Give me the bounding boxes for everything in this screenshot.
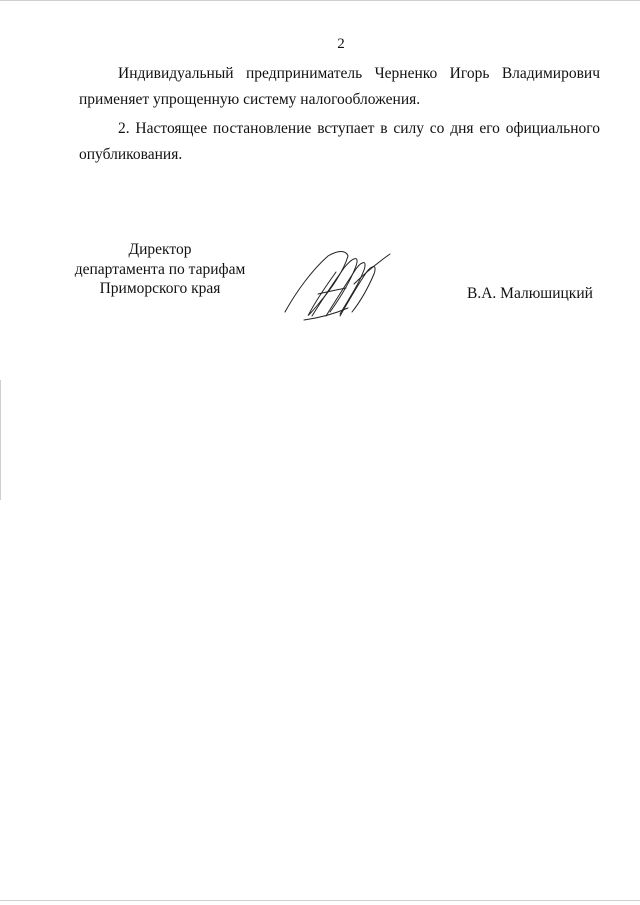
- signer-title-line-1: Директор: [128, 241, 192, 258]
- paragraph-2-line-1: 2. Настоящее постановление вступает в силу со дня его официального: [118, 120, 600, 137]
- paragraph-effective-date: [79, 116, 600, 168]
- signer-title: [60, 240, 260, 299]
- paragraph-2-line-2: опубликования.: [79, 146, 183, 163]
- paragraph-entrepreneur: [79, 61, 600, 113]
- signature-icon: [282, 244, 394, 324]
- scan-edge-bottom: [0, 900, 640, 901]
- page-number: 2: [337, 36, 345, 52]
- paragraph-1-line-2: применяет упрощенную систему налогообложения.: [79, 91, 421, 108]
- scan-edge-left: [0, 380, 1, 500]
- signer-title-line-2: департамента по тарифам: [74, 260, 246, 278]
- scan-edge-top: [0, 0, 640, 1]
- signer-name: В.А. Малюшицкий: [467, 285, 593, 302]
- paragraph-1-line-1: Индивидуальный предприниматель Черненко Игорь Владимирович: [118, 65, 600, 82]
- signer-title-line-3: Приморского края: [99, 280, 221, 297]
